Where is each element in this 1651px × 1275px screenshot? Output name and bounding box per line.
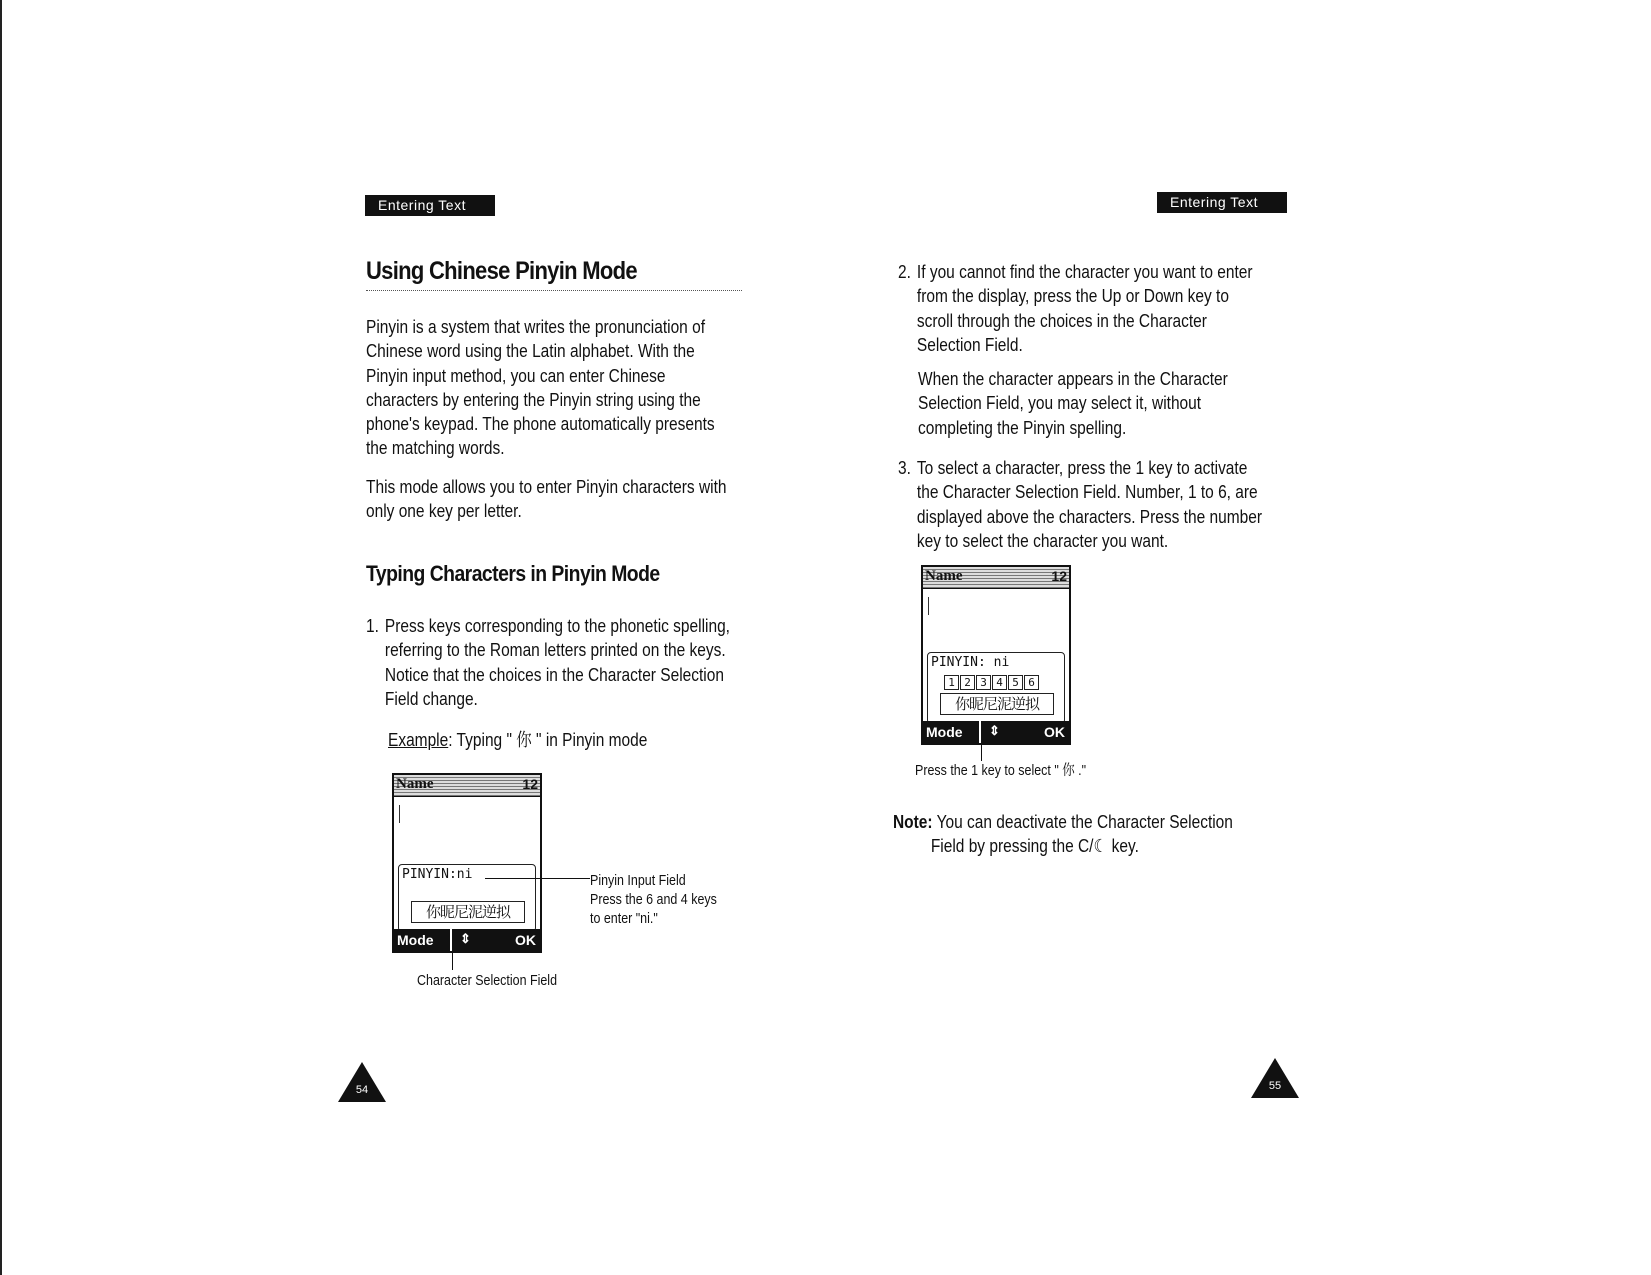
selection-number: 4 [992,675,1007,690]
page-border [0,0,2,1275]
section-tab-right: Entering Text [1157,192,1287,213]
step-2 [898,260,1302,360]
screen-char-count: 12 [522,776,538,792]
up-down-arrow-icon: ⇕ [460,931,471,946]
step-text: If you cannot find the character you want to enter from the display, press the Up or Down key to scroll through the choices in the Character Selection Field. [916,262,1253,355]
phone-screen-selection [921,565,1071,745]
page-number: 54 [355,1084,369,1096]
example-text: : Typing " 你 " in Pinyin mode [448,730,648,750]
up-down-arrow-icon: ⇕ [989,723,1000,738]
screen-char-count: 12 [1051,568,1067,584]
step-2-continuation: When the character appears in the Character Selection Field, you may select it, without completing the Pinyin spelling. [918,369,1228,438]
screen-title-bar [923,567,1069,589]
intro-paragraph-2: This mode allows you to enter Pinyin characters with only one key per letter. [366,477,727,522]
soft-key-mode: Mode [397,932,434,948]
character-selection-field: 你昵尼泥逆拟 [411,901,525,923]
character-selection-field: 你昵尼泥逆拟 [940,693,1054,715]
soft-key-ok: OK [515,932,536,948]
pinyin-input-box [927,652,1065,724]
selection-number: 3 [976,675,991,690]
pinyin-input-field: PINYIN:ni [402,867,473,882]
page-marker-icon [338,1062,386,1102]
phone-screen-example [392,773,542,953]
selection-number: 2 [960,675,975,690]
step-text: Press keys corresponding to the phonetic spelling, referring to the Roman letters printed on the keys. Notice that the choices in the Character Selection Field change. [384,616,730,709]
selection-number: 6 [1024,675,1039,690]
pinyin-input-field: PINYIN: ni [931,655,1010,670]
soft-key-ok: OK [1044,724,1065,740]
text-cursor [399,805,400,823]
title-underline [366,290,742,291]
example-label: Example [388,730,449,750]
screen-name-label: Name [925,568,963,584]
character-selection-caption: Character Selection Field [417,973,558,989]
step-number: 3. [898,458,911,478]
selection-number-row [944,675,1040,690]
text-cursor [928,597,929,615]
step-3 [898,456,1302,556]
page-marker-icon [1251,1058,1299,1098]
page-title: Using Chinese Pinyin Mode [366,257,637,285]
selection-leader-line [981,739,982,761]
screen-name-label: Name [396,776,434,792]
note-line-1: You can deactivate the Character Selection [932,812,1233,832]
soft-key-mode: Mode [926,724,963,740]
intro-paragraph: Pinyin is a system that writes the pronunciation of Chinese word using the Latin alphabet. With the Pinyin input method, you can enter Chinese characters by entering the Pinyin string using the phone's keypad. The phone automatically presents the matching words. [366,317,715,459]
example-line [388,726,647,752]
selection-number: 5 [1008,675,1023,690]
pinyin-input-caption: Pinyin Input Field Press the 6 and 4 keys to enter "ni." [590,873,717,927]
step-1 [366,614,770,714]
soft-key-bar [923,721,1069,743]
note-label: Note: [893,812,933,832]
section-heading: Typing Characters in Pinyin Mode [366,561,660,586]
pinyin-input-box [398,864,536,932]
selection-number: 1 [944,675,959,690]
note-block [893,810,1233,856]
note-line-2: Field by pressing the C/☾ key. [930,836,1139,856]
select-caption: Press the 1 key to select " 你 ." [915,763,1087,779]
page-number: 55 [1268,1080,1282,1092]
step-text: To select a character, press the 1 key to activate the Character Selection Field. Number, 1 to 6, are displayed above the characters. Press the number key to select the character you want. [916,458,1262,551]
section-tab-left: Entering Text [365,195,495,216]
step-number: 2. [898,262,911,282]
pinyin-leader-line [485,878,590,879]
soft-key-bar [394,929,540,951]
step-number: 1. [366,616,379,636]
screen-title-bar [394,775,540,797]
selection-leader-line [452,948,453,970]
